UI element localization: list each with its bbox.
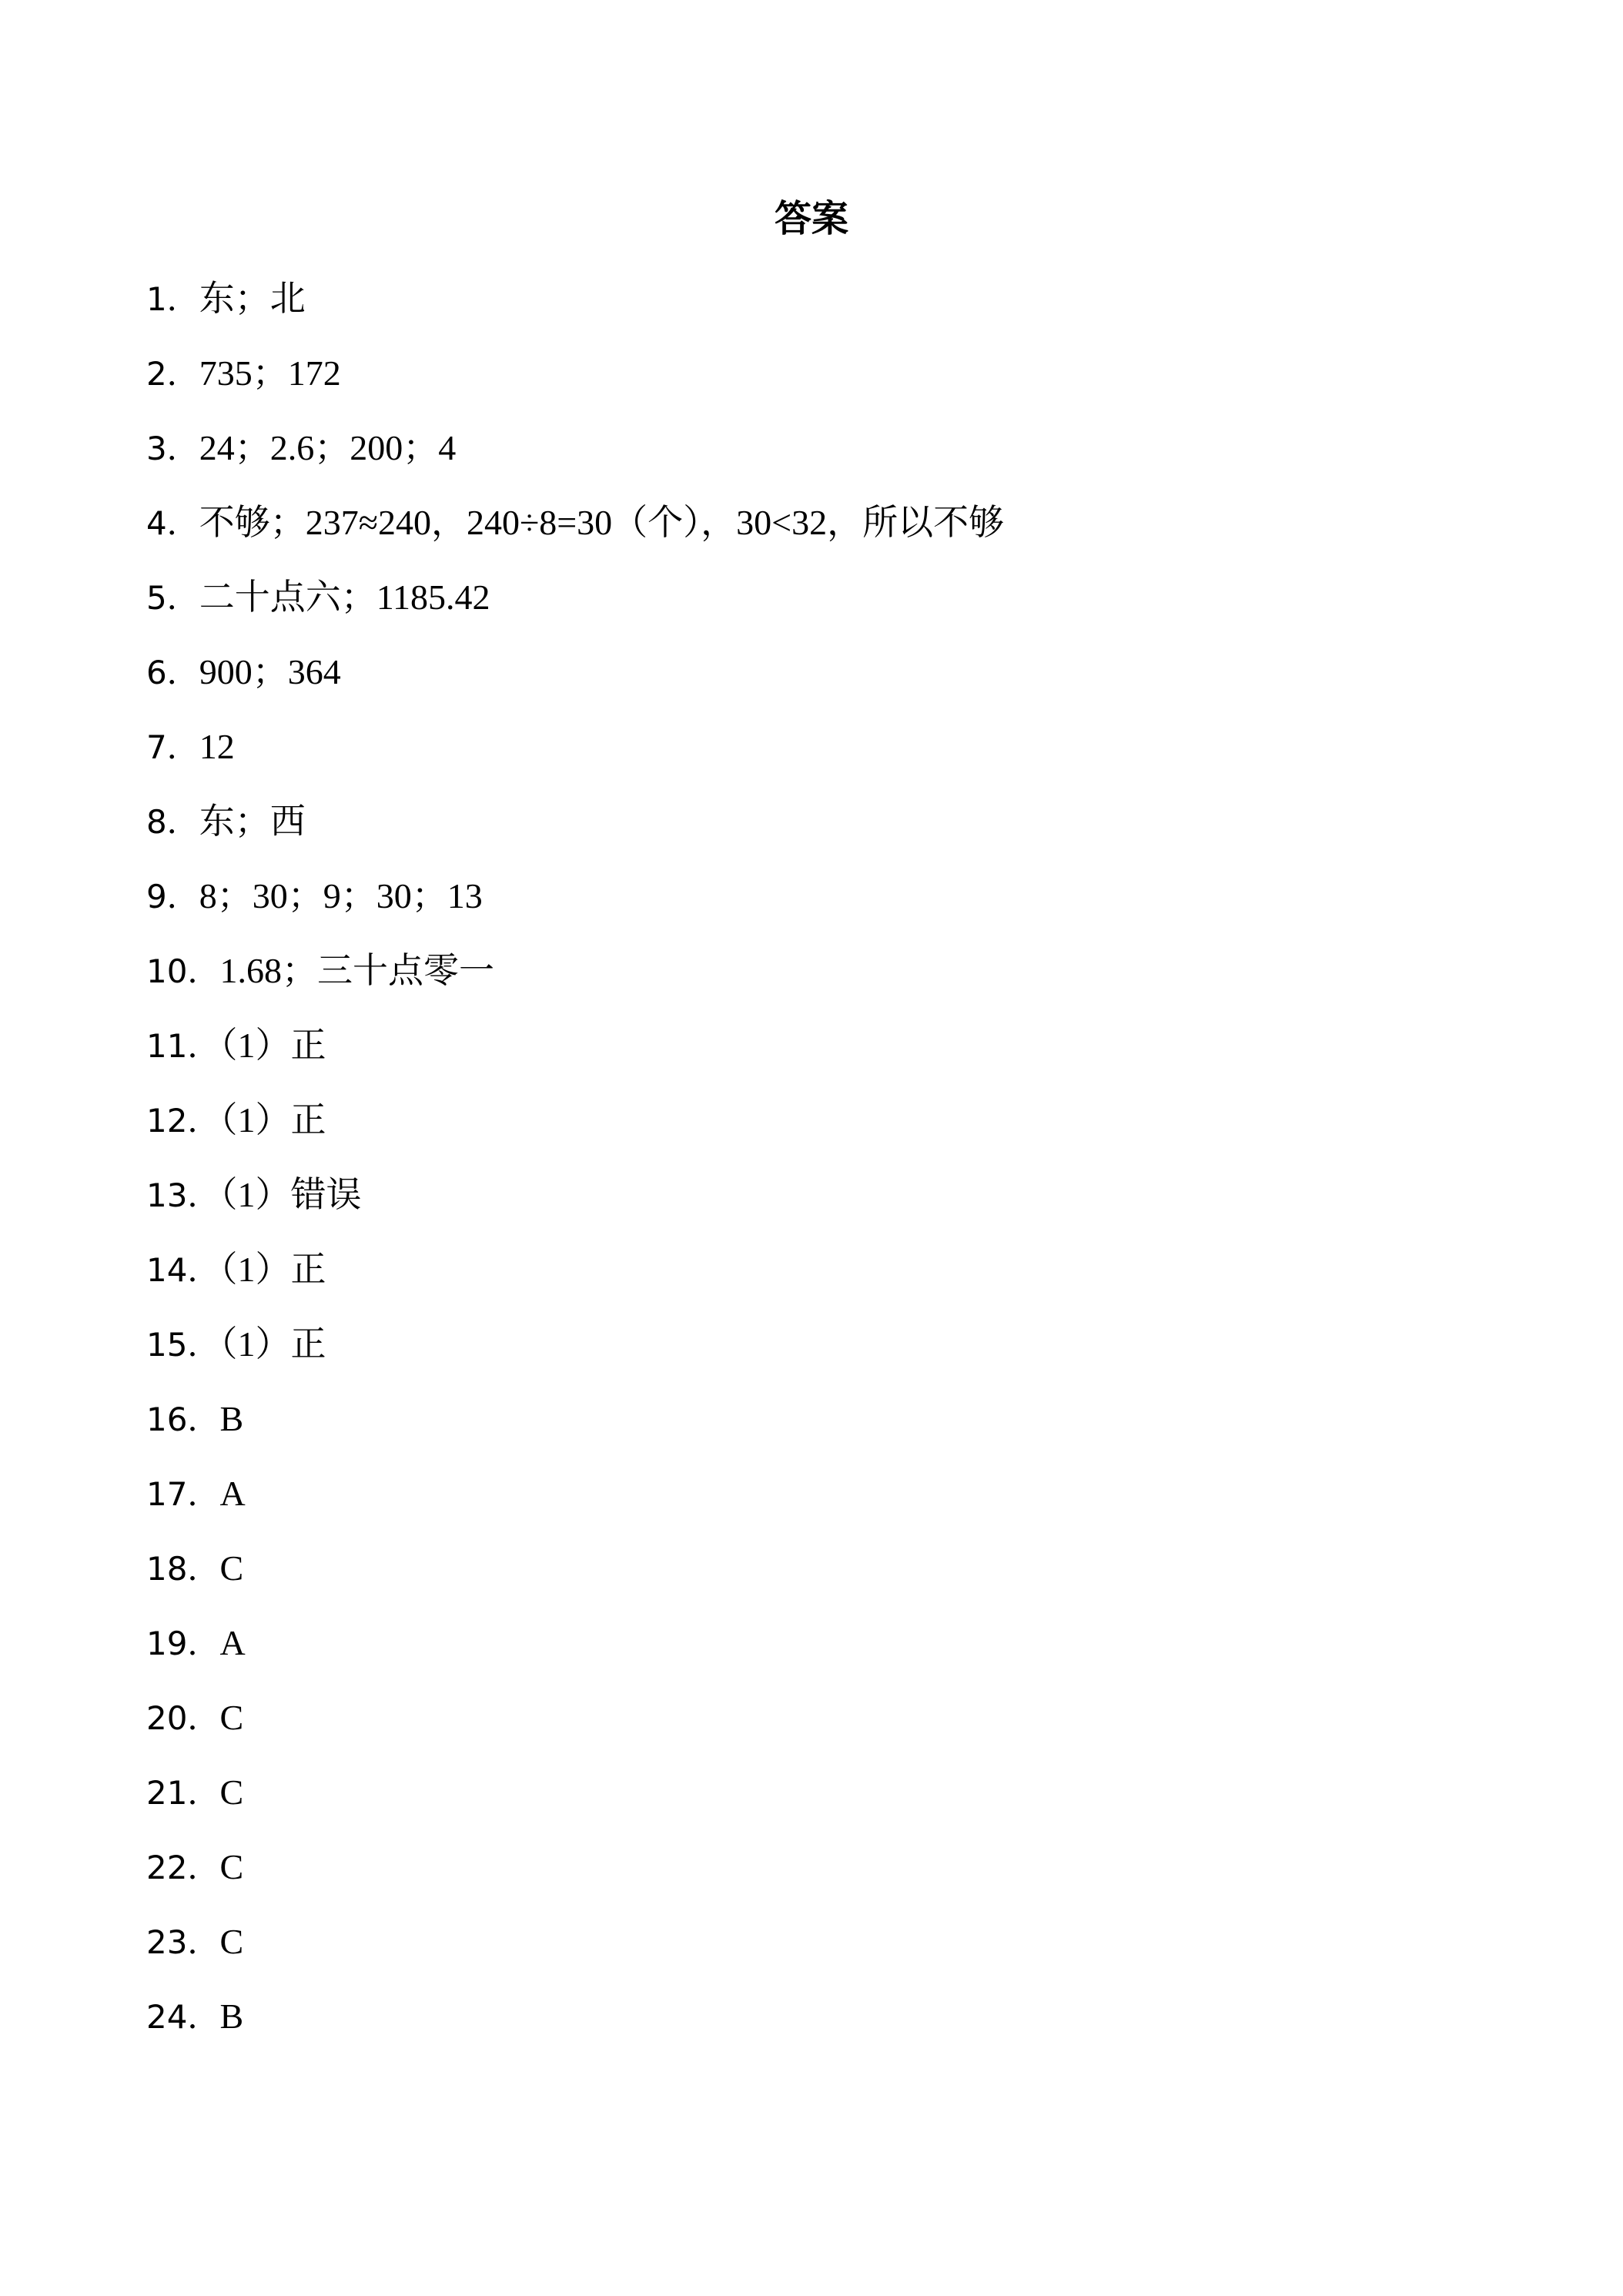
answer-number: 20 (146, 1699, 188, 1737)
answer-item-10 (146, 946, 1004, 1021)
answer-number: 21 (146, 1774, 188, 1812)
answer-separator: ． (187, 1998, 220, 2036)
answer-text: 东；西 (199, 802, 306, 841)
answer-item-17 (146, 1469, 1004, 1544)
answer-item-16 (146, 1394, 1004, 1469)
answer-text: 二十点六；1185.42 (199, 577, 490, 617)
answer-separator: ． (187, 1774, 220, 1812)
answer-text: C (219, 1772, 244, 1812)
answer-number: 4 (146, 504, 167, 542)
answer-number: 16 (146, 1401, 188, 1438)
answer-number: 1 (146, 280, 167, 318)
answer-separator: ． (187, 1849, 220, 1886)
answer-number: 9 (146, 878, 167, 915)
answer-item-18 (146, 1544, 1004, 1618)
answer-separator: ． (166, 504, 199, 542)
answer-separator: ． (166, 803, 199, 841)
answer-number: 23 (146, 1923, 188, 1961)
answer-text: （1）正 (219, 1100, 326, 1140)
answer-separator: ． (166, 430, 199, 467)
answer-separator: ． (187, 952, 220, 990)
answer-number: 19 (146, 1625, 188, 1662)
answer-item-5 (146, 573, 1004, 648)
answer-item-6 (146, 648, 1004, 722)
answer-list (146, 274, 1004, 2067)
answer-text: 24；2.6；200；4 (199, 428, 457, 467)
answer-item-14 (146, 1245, 1004, 1320)
answer-separator: ． (187, 1027, 220, 1065)
answer-text: 1.68；三十点零一 (219, 951, 494, 990)
answer-item-13 (146, 1170, 1004, 1245)
answer-separator: ． (166, 728, 199, 766)
answer-separator: ． (166, 355, 199, 393)
answer-text: C (219, 1548, 244, 1588)
answer-text: 12 (199, 727, 235, 766)
answer-item-20 (146, 1693, 1004, 1768)
answer-number: 6 (146, 654, 167, 691)
answer-item-15 (146, 1320, 1004, 1394)
answer-text: 东；北 (199, 279, 306, 318)
answer-item-4 (146, 498, 1004, 573)
answer-text: 900；364 (199, 652, 341, 691)
answer-item-11 (146, 1021, 1004, 1096)
answer-item-8 (146, 797, 1004, 872)
answer-item-22 (146, 1842, 1004, 1917)
answer-text: （1）正 (219, 1026, 326, 1065)
answer-text: 735；172 (199, 353, 341, 393)
answer-text: B (219, 1996, 244, 2036)
answer-item-2 (146, 349, 1004, 423)
answer-text: C (219, 1698, 244, 1737)
answer-item-1 (146, 274, 1004, 349)
answer-number: 8 (146, 803, 167, 841)
answer-item-7 (146, 722, 1004, 797)
answer-separator: ． (187, 1251, 220, 1289)
answer-separator: ． (166, 654, 199, 691)
page-title: 答案 (774, 197, 848, 240)
answer-number: 7 (146, 728, 167, 766)
answer-number: 24 (146, 1998, 188, 2036)
answer-number: 2 (146, 355, 167, 393)
answer-text: C (219, 1922, 244, 1961)
answer-number: 12 (146, 1102, 188, 1140)
answer-item-9 (146, 872, 1004, 946)
answer-text: B (219, 1399, 244, 1438)
answer-text: （1）正 (219, 1250, 326, 1289)
answer-number: 22 (146, 1849, 188, 1886)
answer-separator: ． (187, 1699, 220, 1737)
answer-separator: ． (187, 1401, 220, 1438)
answer-text: （1）错误 (219, 1175, 362, 1214)
answer-number: 10 (146, 952, 188, 990)
answer-text: A (219, 1474, 246, 1513)
answer-number: 3 (146, 430, 167, 467)
answer-number: 14 (146, 1251, 188, 1289)
answer-separator: ． (187, 1102, 220, 1140)
answer-separator: ． (166, 878, 199, 915)
answer-number: 5 (146, 579, 167, 617)
answer-separator: ． (166, 280, 199, 318)
answer-text: 8；30；9；30；13 (199, 876, 483, 915)
answer-item-3 (146, 423, 1004, 498)
answer-separator: ． (187, 1475, 220, 1513)
answer-separator: ． (166, 579, 199, 617)
answer-item-24 (146, 1992, 1004, 2067)
answer-number: 11 (146, 1027, 188, 1065)
answer-separator: ． (187, 1923, 220, 1961)
answer-number: 18 (146, 1550, 188, 1588)
answer-number: 13 (146, 1176, 188, 1214)
answer-text: C (219, 1847, 244, 1886)
answer-item-21 (146, 1768, 1004, 1842)
answer-number: 17 (146, 1475, 188, 1513)
answer-item-12 (146, 1096, 1004, 1170)
answer-item-23 (146, 1917, 1004, 1992)
answer-separator: ． (187, 1625, 220, 1662)
answer-text: （1）正 (219, 1324, 326, 1364)
answer-separator: ． (187, 1326, 220, 1364)
answer-separator: ． (187, 1176, 220, 1214)
answer-text: A (219, 1623, 246, 1662)
answer-text: 不够；237≈240，240÷8=30（个），30<32，所以不够 (199, 503, 1005, 542)
answer-number: 15 (146, 1326, 188, 1364)
answer-separator: ． (187, 1550, 220, 1588)
answer-item-19 (146, 1618, 1004, 1693)
